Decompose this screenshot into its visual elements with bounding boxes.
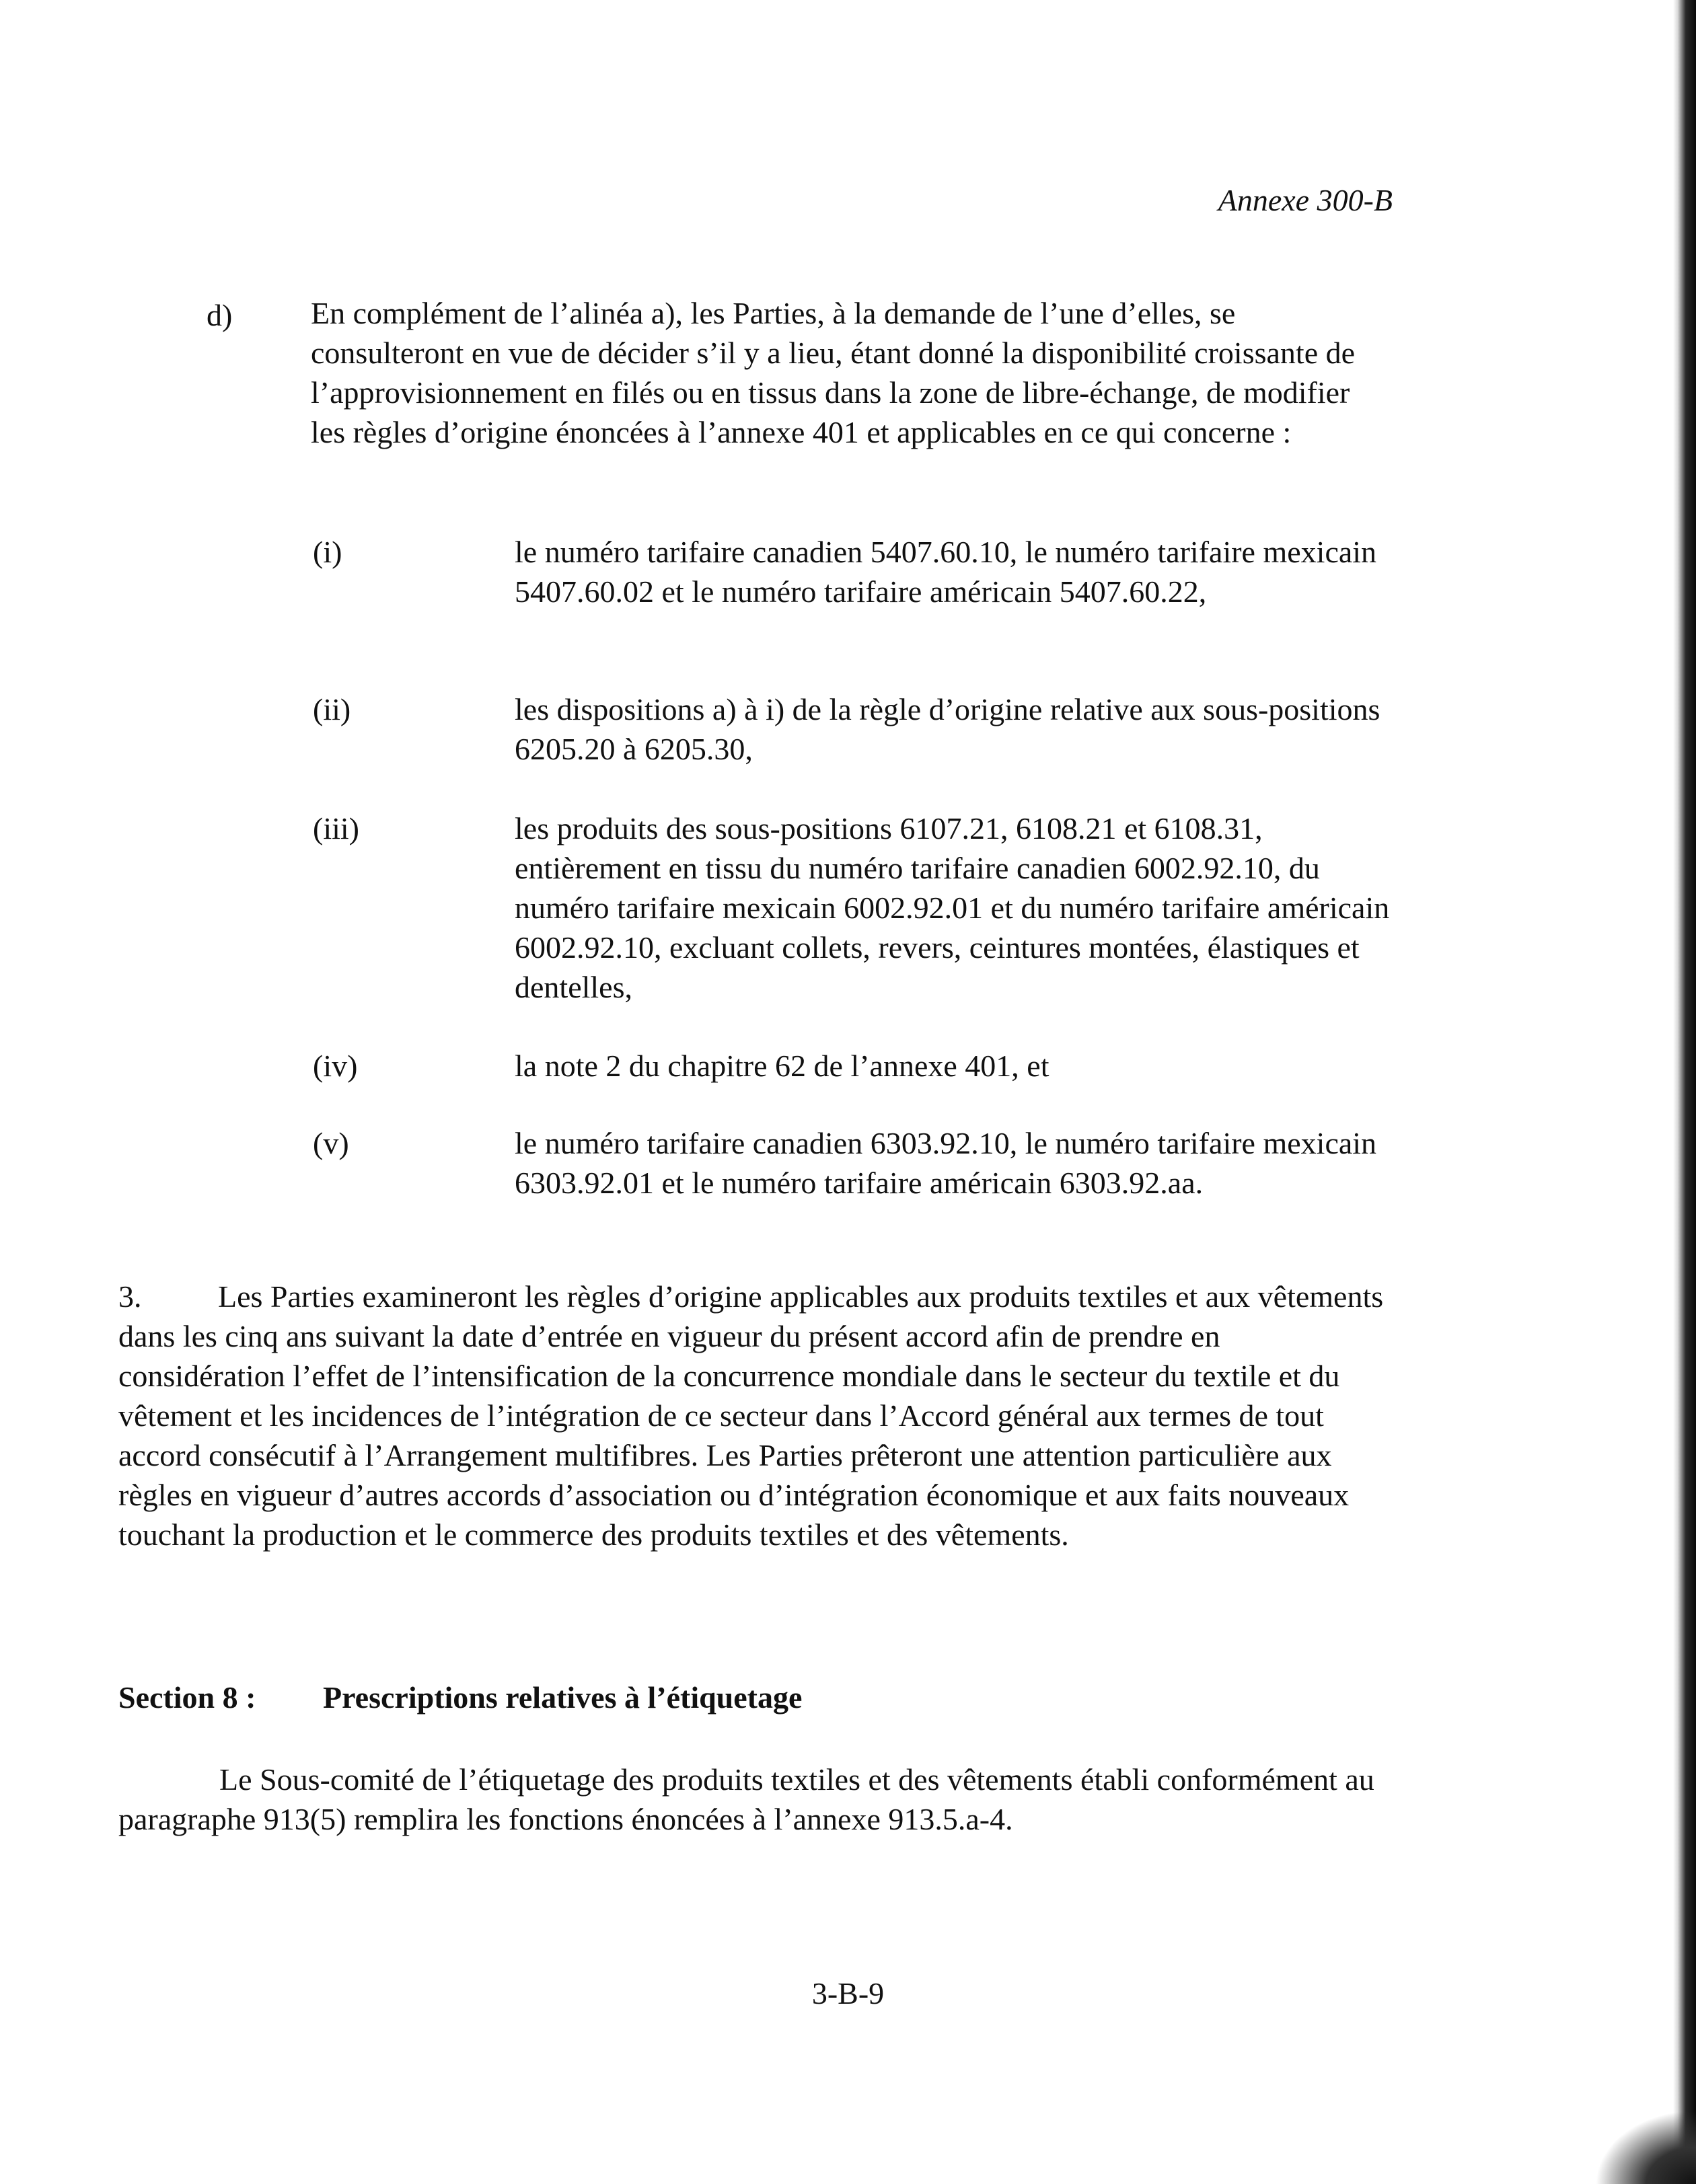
annex-label: Annexe 300-B <box>1218 183 1393 217</box>
section-title: Prescriptions relatives à l’étiquetage <box>323 1680 803 1715</box>
list-item-marker: (i) <box>313 535 342 569</box>
scan-corner <box>1595 2110 1696 2184</box>
paragraph-d-marker: d) <box>207 298 233 332</box>
paragraph-3-text: Les Parties examineront les règles d’origine applicables aux produits textiles et aux vêtements dans les cinq ans suivant la date d’entrée en vigueur du présent accord afin de prendre en considération l’effet de l’intensification de la concurrence mondiale dans le secteur du textile et du vêtement et les incidences de l’intégration de ce secteur dans l’Accord général aux termes de tout accord consécutif à l’Arrangement multifibres. Les Parties prêteront une attention particulière aux règles en vigueur d’autres accords d’association ou d’intégration économique et aux faits nouveaux touchant la production et le commerce des produits textiles et des vêtements. <box>118 1279 1384 1552</box>
section-label: Section 8 : <box>118 1680 256 1715</box>
page-number: 3-B-9 <box>811 1976 885 2010</box>
paragraph-3 <box>118 1277 1393 1554</box>
list-item-marker: (ii) <box>313 692 351 726</box>
list-item-marker: (iii) <box>313 811 359 845</box>
list-item-text: le numéro tarifaire canadien 6303.92.10, le numéro tarifaire mexicain 6303.92.01 et le numéro tarifaire américain 6303.92.aa. <box>515 1126 1377 1200</box>
list-item-text: les produits des sous-positions 6107.21, 6108.21 et 6108.31, entièrement en tissu du numéro tarifaire canadien 6002.92.10, du numéro tarifaire mexicain 6002.92.01 et du numéro tarifaire américain 6002.92.10, excluant collets, revers, ceintures montées, élastiques et dentelles, <box>515 811 1390 1004</box>
paragraph-3-number: 3. <box>118 1279 142 1314</box>
list-item-text: les dispositions a) à i) de la règle d’origine relative aux sous-positions 6205.20 à 6205.30, <box>515 692 1380 766</box>
scan-edge <box>1673 0 1696 2184</box>
list-item-marker: (iv) <box>313 1049 358 1083</box>
list-item-text: le numéro tarifaire canadien 5407.60.10, le numéro tarifaire mexicain 5407.60.02 et le numéro tarifaire américain 5407.60.22, <box>515 535 1377 609</box>
list-item-text: la note 2 du chapitre 62 de l’annexe 401, et <box>515 1049 1049 1083</box>
list-item-marker: (v) <box>313 1126 349 1160</box>
section-heading <box>118 1678 1397 1718</box>
paragraph-d-text: En complément de l’alinéa a), les Parties, à la demande de l’une d’elles, se consulteront en vue de décider s’il y a lieu, étant donné la disponibilité croissante de l’approvisionnement en filés ou en tissus dans la zone de libre-échange, de modifier les règles d’origine énoncées à l’annexe 401 et applicables en ce qui concerne : <box>311 296 1356 449</box>
section-8-paragraph: Le Sous-comité de l’étiquetage des produits textiles et des vêtements établi conformément au paragraphe 913(5) remplira les fonctions énoncées à l’annexe 913.5.a-4. <box>118 1762 1374 1836</box>
